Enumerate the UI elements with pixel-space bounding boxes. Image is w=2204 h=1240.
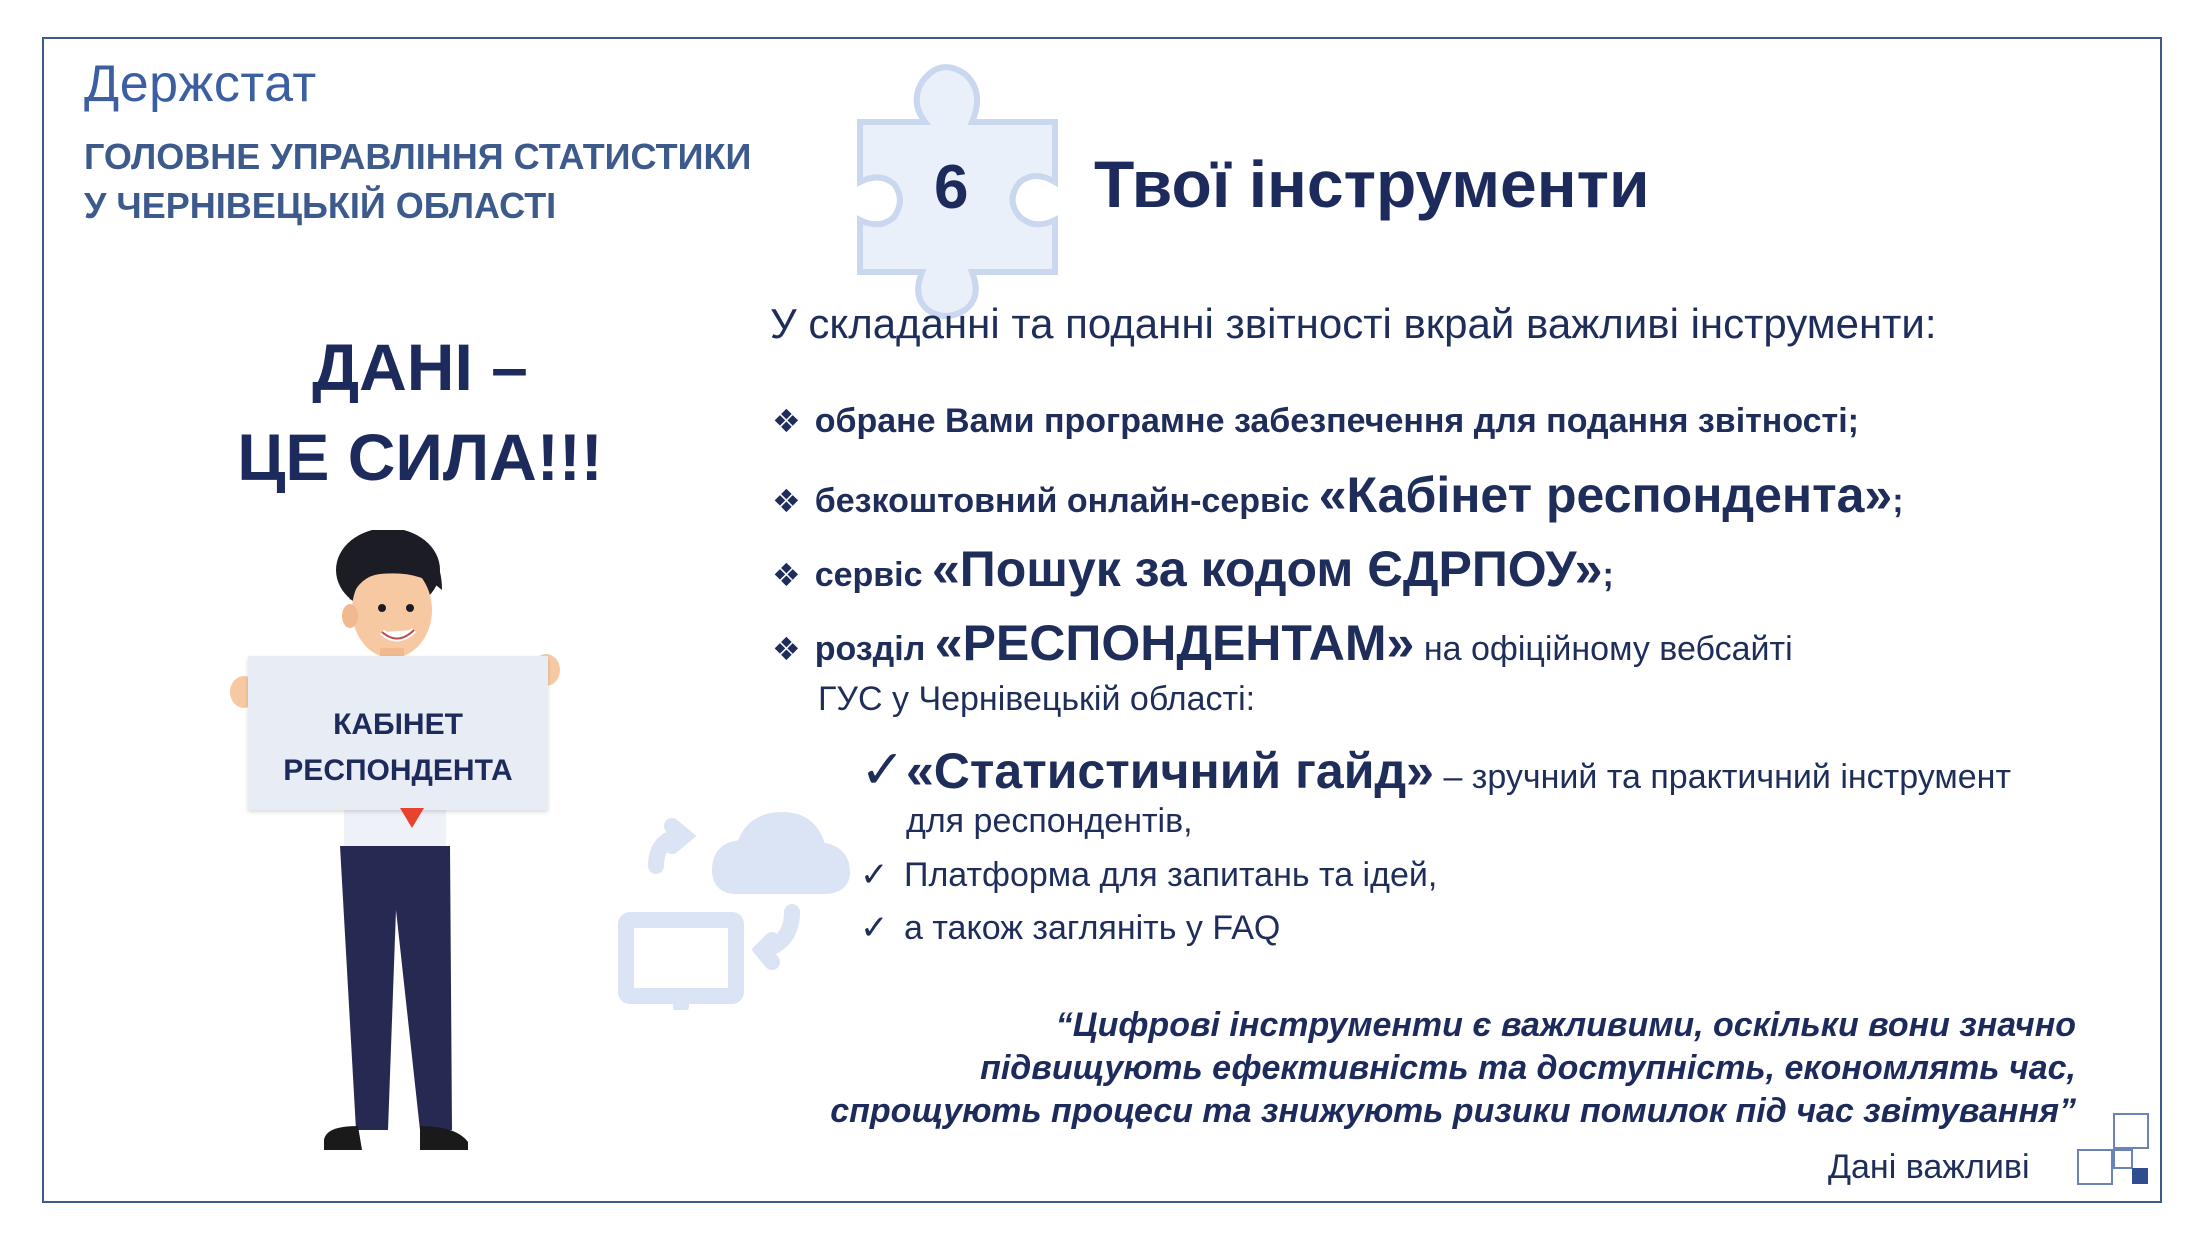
slogan-line-1: ДАНІ – [312, 330, 528, 404]
bullet-respondents-continuation: ГУС у Чернівецькій області: [818, 680, 1256, 718]
slogan-line-2: ЦЕ СИЛА!!! [237, 420, 603, 494]
respondents-section-link[interactable]: «РЕСПОНДЕНТАМ» [934, 615, 1415, 671]
bullet-respondents-section [772, 614, 1793, 672]
bullet-edrpou-suffix: ; [1602, 556, 1614, 594]
subitem-faq [860, 908, 1280, 948]
bullet-cabinet-prefix: безкоштовний онлайн-сервіс [814, 482, 1310, 520]
quote-line-1: “Цифрові інструменти є важливими, оскільки вони значно [1055, 1006, 2076, 1044]
subitem-platform [860, 855, 1437, 895]
diamond-bullet-icon: ❖ [772, 631, 801, 667]
respondent-cabinet-link[interactable]: «Кабінет респондента» [1318, 467, 1893, 523]
stat-guide-suffix: – зручний та практичний інструмент [1443, 758, 2012, 796]
sign-line-2: РЕСПОНДЕНТА [283, 754, 513, 787]
diamond-bullet-icon: ❖ [772, 483, 801, 519]
bullet-respondents-suffix: на офіційному вебсайті [1423, 630, 1793, 668]
faq-text[interactable]: а також загляніть у FAQ [904, 909, 1281, 947]
org-line-1: ГОЛОВНЕ УПРАВЛІННЯ СТАТИСТИКИ [84, 136, 752, 177]
bullet-respondents-prefix: розділ [814, 630, 926, 668]
stat-guide-continuation: для респондентів, [906, 802, 1193, 840]
quote-block [700, 1004, 2076, 1133]
bullet-cabinet-suffix: ; [1892, 482, 1904, 520]
section-number: 6 [934, 153, 969, 222]
checkmark-icon: ✓ [860, 740, 906, 800]
bullet-edrpou-search [772, 540, 1614, 598]
section-title: Твої інструменти [1094, 147, 1650, 221]
cloud-sync-icon [616, 800, 856, 1010]
checkmark-icon: ✓ [860, 909, 889, 947]
grid-logo-icon [2076, 1112, 2152, 1188]
sign-text [248, 702, 548, 794]
org-line-2: У ЧЕРНІВЕЦЬКІЙ ОБЛАСТІ [84, 185, 557, 226]
platform-text[interactable]: Платформа для запитань та ідей, [904, 856, 1438, 894]
diamond-bullet-icon: ❖ [772, 557, 801, 593]
slogan [180, 322, 660, 502]
quote-line-2: підвищують ефективність та доступність, економлять час, [980, 1049, 2076, 1087]
checkmark-icon: ✓ [860, 856, 889, 894]
red-triangle-icon [400, 808, 424, 828]
organization-name [84, 132, 751, 230]
derzhstat-logo: Держстат [84, 55, 317, 113]
bullet-software-text: обране Вами програмне забезпечення для подання звітності; [814, 402, 1859, 440]
bullet-edrpou-prefix: сервіс [814, 556, 923, 594]
quote-line-3: спрощують процеси та знижують ризики помилок під час звітування” [830, 1092, 2076, 1130]
subitem-stat-guide [860, 738, 2011, 801]
intro-text: У складанні та поданні звітності вкрай важливі інструменти: [770, 300, 1937, 347]
edrpou-search-link[interactable]: «Пошук за кодом ЄДРПОУ» [931, 541, 1603, 597]
bullet-respondent-cabinet [772, 466, 1904, 524]
person-illustration [220, 530, 570, 1170]
footer-tagline: Дані важливі [1828, 1148, 2030, 1186]
bullet-software [772, 402, 1859, 441]
sign-line-1: КАБІНЕТ [333, 708, 463, 741]
stat-guide-link[interactable]: «Статистичний гайд» [906, 743, 1434, 799]
diamond-bullet-icon: ❖ [772, 403, 801, 439]
